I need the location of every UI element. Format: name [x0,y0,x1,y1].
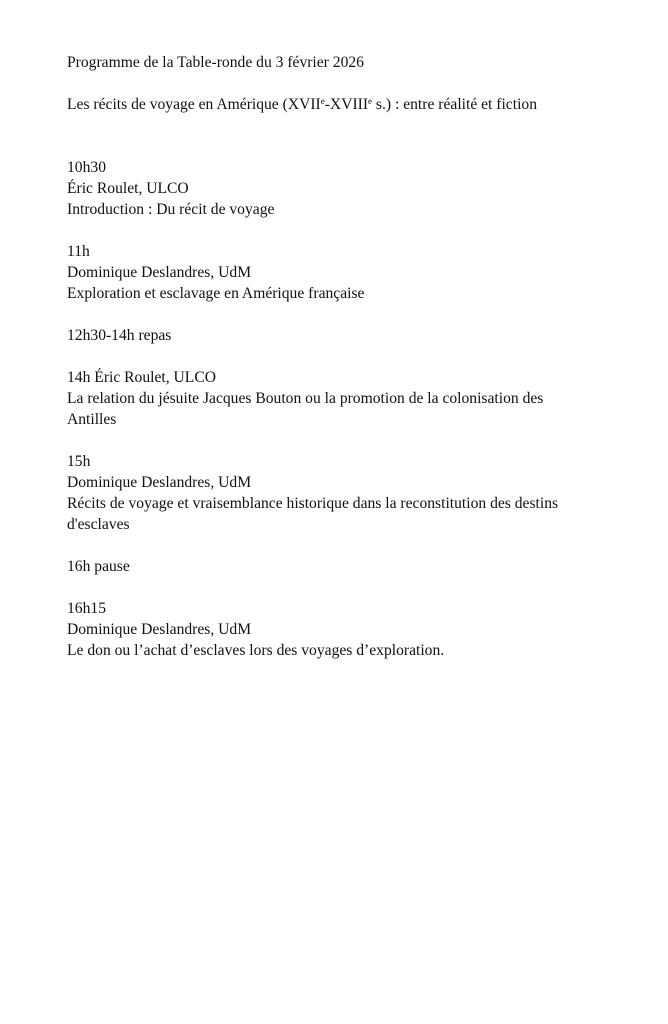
session-time: 10h30 [67,159,106,176]
session-talk-title: La relation du jésuite Jacques Bouton ou la promotion de la colonisation des Antilles [67,390,544,428]
spacer [67,304,587,325]
session-block [67,157,587,220]
subtitle-part-3: s.) : entre réalité et fiction [372,96,537,113]
break-item-lunch: 12h30-14h repas [67,327,172,344]
session-block [67,451,587,535]
session-speaker: Éric Roulet, ULCO [67,180,189,197]
spacer [67,346,587,367]
session-speaker: Dominique Deslandres, UdM [67,621,252,638]
subtitle-superscript-2: e [368,96,373,106]
session-block [67,598,587,661]
break-item-pause: 16h pause [67,558,130,575]
document-subtitle [67,94,578,115]
session-time-speaker: 14h Éric Roulet, ULCO [67,369,216,386]
subtitle-part-1: Les récits de voyage en Amérique (XVII [67,96,321,113]
session-time: 11h [67,243,90,260]
session-talk-title: Le don ou l’achat d’esclaves lors des voyages d’exploration. [67,642,445,659]
session-speaker: Dominique Deslandres, UdM [67,264,252,281]
session-talk-title: Récits de voyage et vraisemblance historique dans la reconstitution des destins d'esclaves [67,495,559,533]
subtitle-superscript-1: e [320,96,325,106]
session-speaker: Dominique Deslandres, UdM [67,474,252,491]
session-talk-title: Introduction : Du récit de voyage [67,201,275,218]
session-time: 15h [67,453,91,470]
document-page [67,52,587,661]
subtitle-part-2: -XVIII [324,96,369,113]
spacer [67,115,587,157]
session-block [67,367,587,430]
spacer [67,430,587,451]
spacer [67,577,587,598]
session-block [67,241,587,304]
spacer [67,535,587,556]
session-time: 16h15 [67,600,106,617]
document-title: Programme de la Table-ronde du 3 février 2026 [67,54,364,71]
session-talk-title: Exploration et esclavage en Amérique française [67,285,365,302]
spacer [67,220,587,241]
